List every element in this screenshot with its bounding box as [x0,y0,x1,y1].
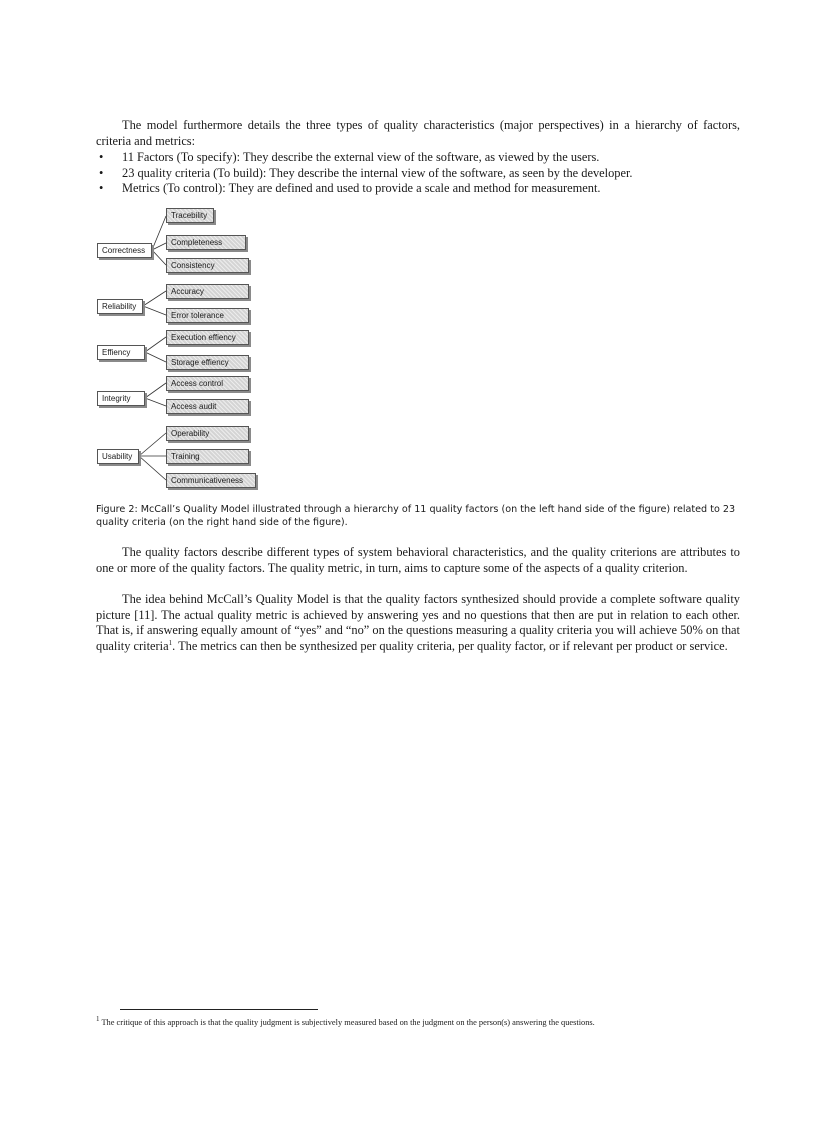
body-paragraph-1: The quality factors describe different types of system behavioral characteristics, and the quality criterions are attributes to one or more of the quality factors. The quality metric, in turn, aims to capture some of the aspects of a quality criterion. [96,545,740,575]
connector-line [145,337,166,352]
criterion-storage-efficiency: Storage effiency [166,355,249,370]
connector-line [139,456,166,480]
intro-paragraph: The model furthermore details the three types of quality characteristics (major perspectives) in a hierarchy of factors, criteria and metrics: [96,118,740,148]
bullet-icon: • [99,150,104,164]
body-paragraph-2: The idea behind McCall’s Quality Model is that the quality factors synthesized should provide a complete software quality picture [11]. The actual quality metric is achieved by answering yes and no questions that then are put in relation to each other. That is, if answering equally amount of “yes” and “no” on the questions measuring a quality criteria you will achieve 50% on that quality criteria$^1$. The metrics can then be synthesized per quality criteria, per quality factor, or if relevant per product or service. [96,592,740,653]
criterion-access-control: Access control [166,376,249,391]
factor-efficiency: Effiency [97,345,145,360]
connector-line [143,291,166,306]
criterion-accuracy: Accuracy [166,284,249,299]
bullet-icon: • [99,181,104,195]
connector-line [145,383,166,398]
criterion-consistency: Consistency [166,258,249,273]
footnote: $^1$ The critique of this approach is that the quality judgment is subjectively measured based on the judgment on the person(s) answering the questions. [96,1015,595,1027]
factor-reliability: Reliability [97,299,143,314]
criterion-completeness: Completeness [166,235,246,250]
quality-model-diagram [0,0,816,500]
criterion-communicativeness: Communicativeness [166,473,256,488]
list-item: • 11 Factors (To specify): They describe the external view of the software, as viewed by the users. [99,150,600,164]
connector-line [145,352,166,362]
criterion-tracebility: Tracebility [166,208,214,223]
criterion-training: Training [166,449,249,464]
connector-line [145,398,166,406]
criterion-access-audit: Access audit [166,399,249,414]
factor-correctness: Correctness [97,243,152,258]
connector-line [143,306,166,315]
criterion-operability: Operability [166,426,249,441]
figure-caption: Figure 2: McCall’s Quality Model illustrated through a hierarchy of 11 quality factors (on the left hand side of the figure) related to 23 quality criteria (on the right hand side of the figure). [96,504,736,528]
footnote-reference[interactable]: 1 [168,638,173,647]
footnote-mark: 1 [96,1015,100,1024]
connector-line [152,250,166,265]
footnote-divider [120,1009,318,1010]
bullet-icon: • [99,165,104,180]
list-item: • Metrics (To control): They are defined and used to provide a scale and method for measurement. [99,181,601,195]
factor-usability: Usability [97,449,139,464]
connector-line [152,216,166,250]
connector-line [139,433,166,456]
list-item: • 23 quality criteria (To build): They describe the internal view of the software, as seen by the developer. [99,165,633,180]
criterion-error-tolerance: Error tolerance [166,308,249,323]
criterion-execution-efficiency: Execution effiency [166,330,249,345]
factor-integrity: Integrity [97,391,145,406]
